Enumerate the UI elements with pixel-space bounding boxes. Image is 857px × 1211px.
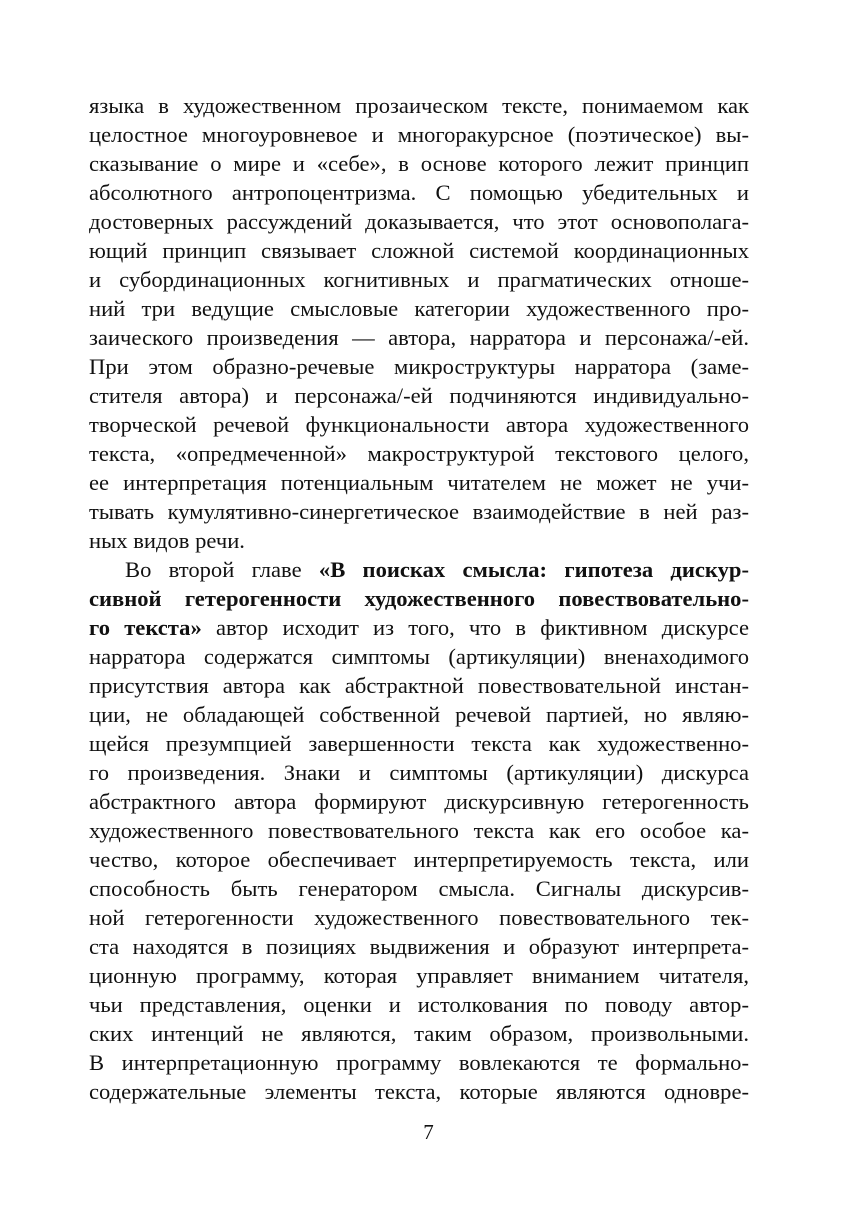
text-span: автор исходит из того, что в фиктивном дискурсе	[201, 615, 749, 640]
text-line: нарратора содержатся симптомы (артикуляции) вненаходимого	[89, 644, 749, 669]
text-line: чество, которое обеспечивает интерпретируемость текста, или	[89, 847, 749, 872]
text-line: тывать кумулятивно-синергетическое взаимодействие в ней раз-	[89, 499, 749, 524]
text-line: художественного повествовательного текста как его особое ка-	[89, 818, 749, 843]
text-line: ний три ведущие смысловые категории художественного про-	[89, 296, 749, 321]
text-line: чьи представления, оценки и истолкования по поводу автор-	[89, 992, 749, 1017]
text-line	[89, 584, 749, 613]
text-line: В интерпретационную программу вовлекаются те формально-	[89, 1050, 749, 1075]
text-line: целостное многоуровневое и многоракурсное (поэтическое) вы-	[89, 122, 749, 147]
text-line: абстрактного автора формируют дискурсивную гетерогенность	[89, 789, 749, 814]
text-line: и субординационных когнитивных и прагматических отноше-	[89, 267, 749, 292]
text-line: способность быть генератором смысла. Сигналы дискурсив-	[89, 876, 749, 901]
text-line: го произведения. Знаки и симптомы (артикуляции) дискурса	[89, 760, 749, 785]
text-line: ции, не обладающей собственной речевой партией, но являю-	[89, 702, 749, 727]
page-number: 7	[423, 1120, 434, 1144]
chapter-title: сивной гетерогенности художественного повествовательно-	[89, 586, 749, 611]
paragraph-2	[89, 555, 749, 1106]
body-text	[89, 91, 749, 1106]
paragraph-1	[89, 91, 749, 555]
text-line: При этом образно-речевые микроструктуры нарратора (заме-	[89, 354, 749, 379]
text-line: содержательные элементы текста, которые являются одновре-	[89, 1079, 749, 1104]
text-line	[89, 555, 749, 584]
text-line: абсолютного антропоцентризма. С помощью убедительных и	[89, 180, 749, 205]
text-line: ее интерпретация потенциальным читателем не может не учи-	[89, 470, 749, 495]
chapter-title: го текста»	[89, 615, 202, 640]
text-line: ных видов речи.	[89, 528, 245, 553]
text-line: текста, «опредмеченной» макроструктурой текстового целого,	[89, 441, 749, 466]
text-line: заического произведения — автора, нарратора и персонажа/-ей.	[89, 325, 749, 350]
chapter-title: «В поисках смысла: гипотеза дискур-	[318, 557, 749, 582]
text-line: ских интенций не являются, таким образом, произвольными.	[89, 1021, 749, 1046]
text-line: ста находятся в позициях выдвижения и образуют интерпрета-	[89, 934, 749, 959]
text-line: ющий принцип связывает сложной системой координационных	[89, 238, 749, 263]
text-line: ционную программу, которая управляет вниманием читателя,	[89, 963, 749, 988]
text-line: ной гетерогенности художественного повествовательного тек-	[89, 905, 749, 930]
text-line: сказывание о мире и «себе», в основе которого лежит принцип	[89, 151, 749, 176]
text-line: присутствия автора как абстрактной повествовательной инстан-	[89, 673, 749, 698]
text-line: щейся презумпцией завершенности текста как художественно-	[89, 731, 749, 756]
text-line: языка в художественном прозаическом тексте, понимаемом как	[89, 93, 749, 118]
text-line	[89, 613, 749, 642]
text-line: творческой речевой функциональности автора художественного	[89, 412, 749, 437]
text-span: Во второй главе	[125, 557, 319, 582]
text-line: достоверных рассуждений доказывается, что этот основополага-	[89, 209, 749, 234]
text-line: стителя автора) и персонажа/-ей подчиняются индивидуально-	[89, 383, 749, 408]
